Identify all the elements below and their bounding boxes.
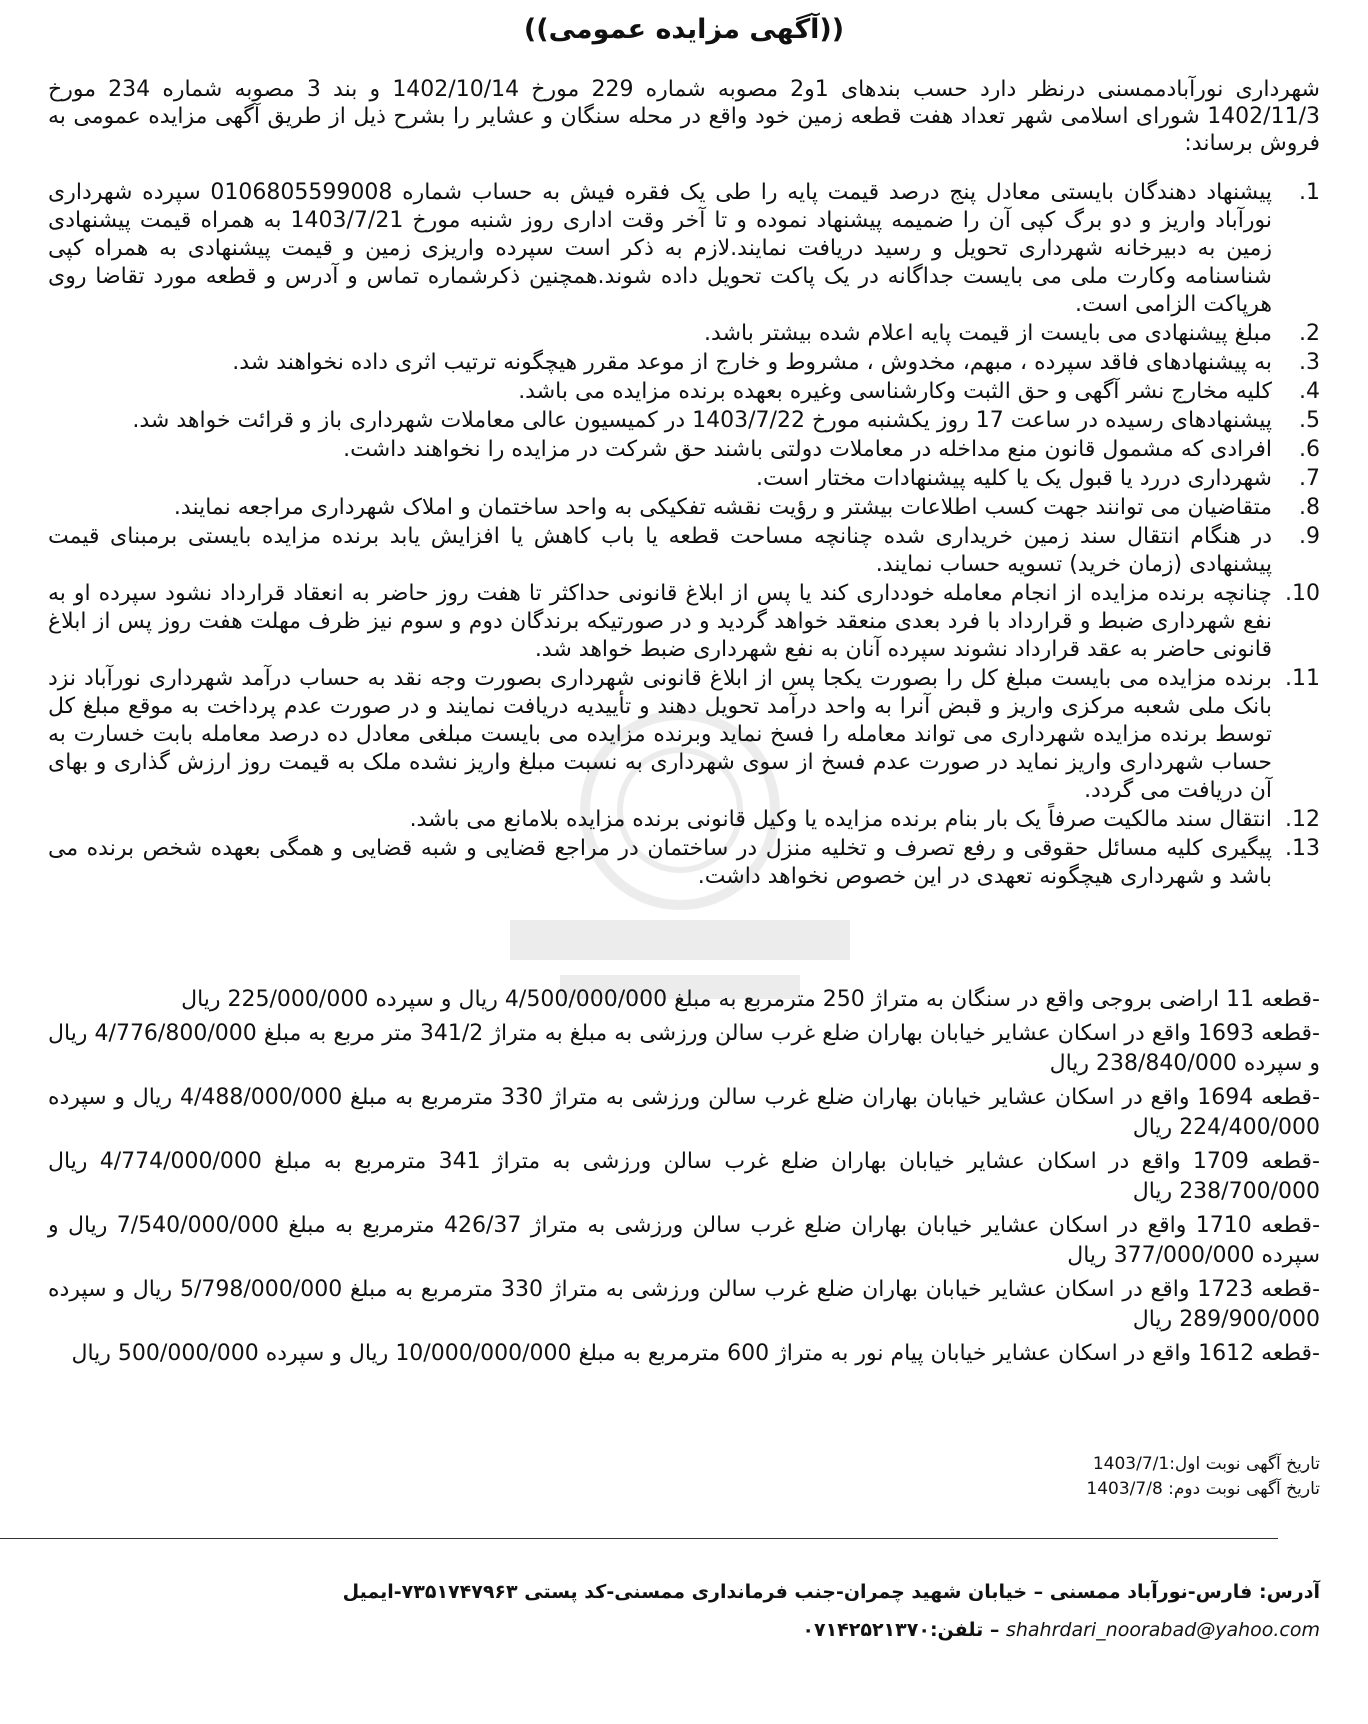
- condition-number: 9.: [1299, 524, 1320, 549]
- condition-text: در هنگام انتقال سند زمین خریداری شده چنانچه مساحت قطعه یا باب کاهش یا افزایش یابد برنده مزایده بایستی برمبنای قیمت پیشنهادی (زمان خرید) تسویه حساب نمایند.: [48, 524, 1272, 577]
- condition-text: به پیشنهادهای فاقد سپرده ، مبهم، مخدوش ، مشروط و خارج از موعد مقرر هیچگونه ترتیب اثری داده نخواهند شد.: [232, 350, 1272, 375]
- condition-number: 8.: [1299, 495, 1320, 520]
- condition-item: [48, 349, 1320, 377]
- footer-email-link[interactable]: shahrdari_noorabad@yahoo.com: [1005, 1619, 1320, 1641]
- condition-text: انتقال سند مالکیت صرفاً یک بار بنام برنده مزایده یا وکیل قانونی برنده مزایده بلامانع می باشد.: [409, 807, 1272, 832]
- first-publication-date: تاریخ آگهی نوبت اول:1403/7/1: [1092, 1454, 1320, 1474]
- condition-text: شهرداری دررد یا قبول یک یا کلیه پیشنهادات مختار است.: [756, 466, 1272, 491]
- condition-text: پیشنهادهای رسیده در ساعت 17 روز یکشنبه مورخ 1403/7/22 در کمیسیون عالی معاملات شهرداری باز و قرائت خواهد شد.: [132, 408, 1272, 433]
- condition-text: چنانچه برنده مزایده از انجام معامله خودداری کند یا پس از ابلاغ قانونی حداکثر تا هفت روز حاضر به انعقاد قرارداد نشود سپرده او به نفع شهرداری ضبط و قرارداد با فرد بعدی منعقد خواهد گردید و در صورتیکه برندگان دوم و سوم نیز ظرف مهلت هفت روز پس از ابلاغ قانونی حاضر به عقد قرارداد نشوند سپرده آنان به نفع شهرداری ضبط خواهد شد.: [48, 581, 1272, 662]
- condition-number: 7.: [1299, 466, 1320, 491]
- publication-dates: [48, 1452, 1320, 1502]
- lot-item: -قطعه 1694 واقع در اسکان عشایر خیابان بهاران ضلع غرب سالن ورزشی به متراژ 330 مترمربع به مبلغ 4/488/000/000 ریال و سپرده 224/400/000 ریال: [48, 1085, 1321, 1140]
- condition-text: کلیه مخارج نشر آگهی و حق الثبت وکارشناسی وغیره بعهده برنده مزایده می باشد.: [518, 379, 1272, 404]
- condition-number: 11.: [1285, 666, 1320, 691]
- condition-text: پیگیری کلیه مسائل حقوقی و رفع تصرف و تخلیه منزل در ساختمان در مراجع قضایی و شبه قضایی و همگی بعهده شخص برنده می باشد و شهرداری هیچگونه تعهدی در این خصوص نخواهد داشت.: [48, 836, 1272, 889]
- condition-number: 13.: [1285, 836, 1320, 861]
- conditions-list: [48, 179, 1320, 892]
- condition-item: [48, 580, 1320, 664]
- condition-text: مبلغ پیشنهادی می بایست از قیمت پایه اعلام شده بیشتر باشد.: [704, 321, 1272, 346]
- condition-item: [48, 835, 1320, 891]
- notice-title: ((آگهی مزایده عمومی)): [523, 14, 845, 45]
- footer-contact: [48, 1573, 1320, 1649]
- condition-item: [48, 465, 1320, 493]
- intro-paragraph: شهرداری نورآبادممسنی درنظر دارد حسب بندهای 1و2 مصوبه شماره 229 مورخ 1402/10/14 و بند 3 مصوبه شماره 234 مورخ 1402/11/3 شورای اسلامی شهر تعداد هفت قطعه زمین خود واقع در محله سنگان و عشایر را بشرح ذیل از طریق آگهی مزایده عمومی به فروش برساند:: [48, 77, 1320, 156]
- condition-text: پیشنهاد دهندگان بایستی معادل پنج درصد قیمت پایه را طی یک فقره فیش به حساب شماره 0106805599008 سپرده شهرداری نورآباد واریز و دو برگ کپی آن را ضمیمه پیشنهاد نموده و تا آخر وقت اداری روز شنبه مورخ 1403/7/21 به همراه قیمت پیشنهادی زمین به دبیرخانه شهرداری تحویل و رسید دریافت نمایند.لازم به ذکر است سپرده واریزی زمین و قیمت پیشنهادی به همراه کپی شناسنامه وکارت ملی می بایست جداگانه در یک پاکت تحویل داده شوند.همچنین ذکرشماره تماس و آدرس و قطعه مورد تقاضا روی هرپاکت الزامی است.: [48, 180, 1272, 317]
- footer-divider: [0, 1538, 1278, 1539]
- lots-list: [48, 985, 1320, 1373]
- condition-text: برنده مزایده می بایست مبلغ کل را بصورت یکجا پس از ابلاغ قانونی شهرداری بصورت وجه نقد به حساب درآمد شهرداری نورآباد نزد بانک ملی شعبه مرکزی واریز و قبض آنرا به واحد درآمد تحویل دهند و تأییدیه دریافت نمایند و در صورت عدم پرداخت به موقع مبلغ کل توسط برنده مزایده شهرداری می تواند معامله را فسخ نماید وبرنده مزایده می بایست مبلغی معادل ده درصد معامله بابت خسارت به حساب شهرداری واریز نماید در صورت عدم فسخ از سوی شهرداری به نسبت مبلغ واریز نشده ملک به قیمت روز ارزش گذاری و بهای آن دریافت می گردد.: [48, 666, 1272, 803]
- condition-number: 6.: [1299, 437, 1320, 462]
- condition-number: 12.: [1285, 807, 1320, 832]
- condition-item: [48, 378, 1320, 406]
- condition-item: [48, 407, 1320, 435]
- condition-item: [48, 320, 1320, 348]
- lot-item: -قطعه 1709 واقع در اسکان عشایر خیابان بهاران ضلع غرب سالن ورزشی به متراژ 341 مترمربع به مبلغ 4/774/000/000 ریال 238/700/000 ریال: [48, 1149, 1320, 1204]
- condition-item: [48, 494, 1320, 522]
- footer-phone: – تلفن:۰۷۱۴۲۵۲۱۳۷۰: [802, 1619, 1006, 1641]
- condition-number: 4.: [1299, 379, 1320, 404]
- second-publication-date: تاریخ آگهی نوبت دوم: 1403/7/8: [1086, 1479, 1320, 1499]
- lot-item: -قطعه 11 اراضی بروجی واقع در سنگان به متراژ 250 مترمربع به مبلغ 4/500/000/000 ریال و سپرده 225/000/000 ریال: [181, 987, 1320, 1012]
- condition-item: [48, 806, 1320, 834]
- condition-text: افرادی که مشمول قانون منع مداخله در معاملات دولتی باشند حق شرکت در مزایده را نخواهند داشت.: [343, 437, 1272, 462]
- footer-email-phone-line: [48, 1611, 1320, 1649]
- lot-item: -قطعه 1612 واقع در اسکان عشایر خیابان پیام نور به متراژ 600 مترمربع به مبلغ 10/000/000/000 ریال و سپرده 500/000/000 ریال: [71, 1341, 1320, 1366]
- footer-address: آدرس: فارس-نورآباد ممسنی – خیابان شهید چمران-جنب فرمانداری ممسنی-کد پستی ۷۳۵۱۷۴۷۹۶۳-ایمیل: [342, 1581, 1320, 1603]
- condition-number: 5.: [1299, 408, 1320, 433]
- condition-item: [48, 523, 1320, 579]
- condition-item: [48, 436, 1320, 464]
- lot-item: -قطعه 1710 واقع در اسکان عشایر خیابان بهاران ضلع غرب سالن ورزشی به متراژ 426/37 مترمربع به مبلغ 7/540/000/000 ریال و سپرده 377/000/000 ریال: [48, 1213, 1321, 1268]
- lot-item: -قطعه 1723 واقع در اسکان عشایر خیابان بهاران ضلع غرب سالن ورزشی به متراژ 330 مترمربع به مبلغ 5/798/000/000 ریال و سپرده 289/900/000 ریال: [48, 1277, 1321, 1332]
- condition-item: [48, 179, 1320, 319]
- lot-item: -قطعه 1693 واقع در اسکان عشایر خیابان بهاران ضلع غرب سالن ورزشی به مبلغ به متراژ 341/2 متر مربع به مبلغ 4/776/800/000 ریال و سپرده 238/840/000 ریال: [48, 1021, 1320, 1076]
- condition-number: 2.: [1299, 321, 1320, 346]
- condition-number: 1.: [1299, 180, 1320, 205]
- condition-text: متقاضیان می توانند جهت کسب اطلاعات بیشتر و رؤیت نقشه تفکیکی به واحد ساختمان و املاک شهرداری مراجعه نمایند.: [173, 495, 1272, 520]
- condition-number: 10.: [1285, 581, 1320, 606]
- condition-item: [48, 665, 1320, 805]
- condition-number: 3.: [1299, 350, 1320, 375]
